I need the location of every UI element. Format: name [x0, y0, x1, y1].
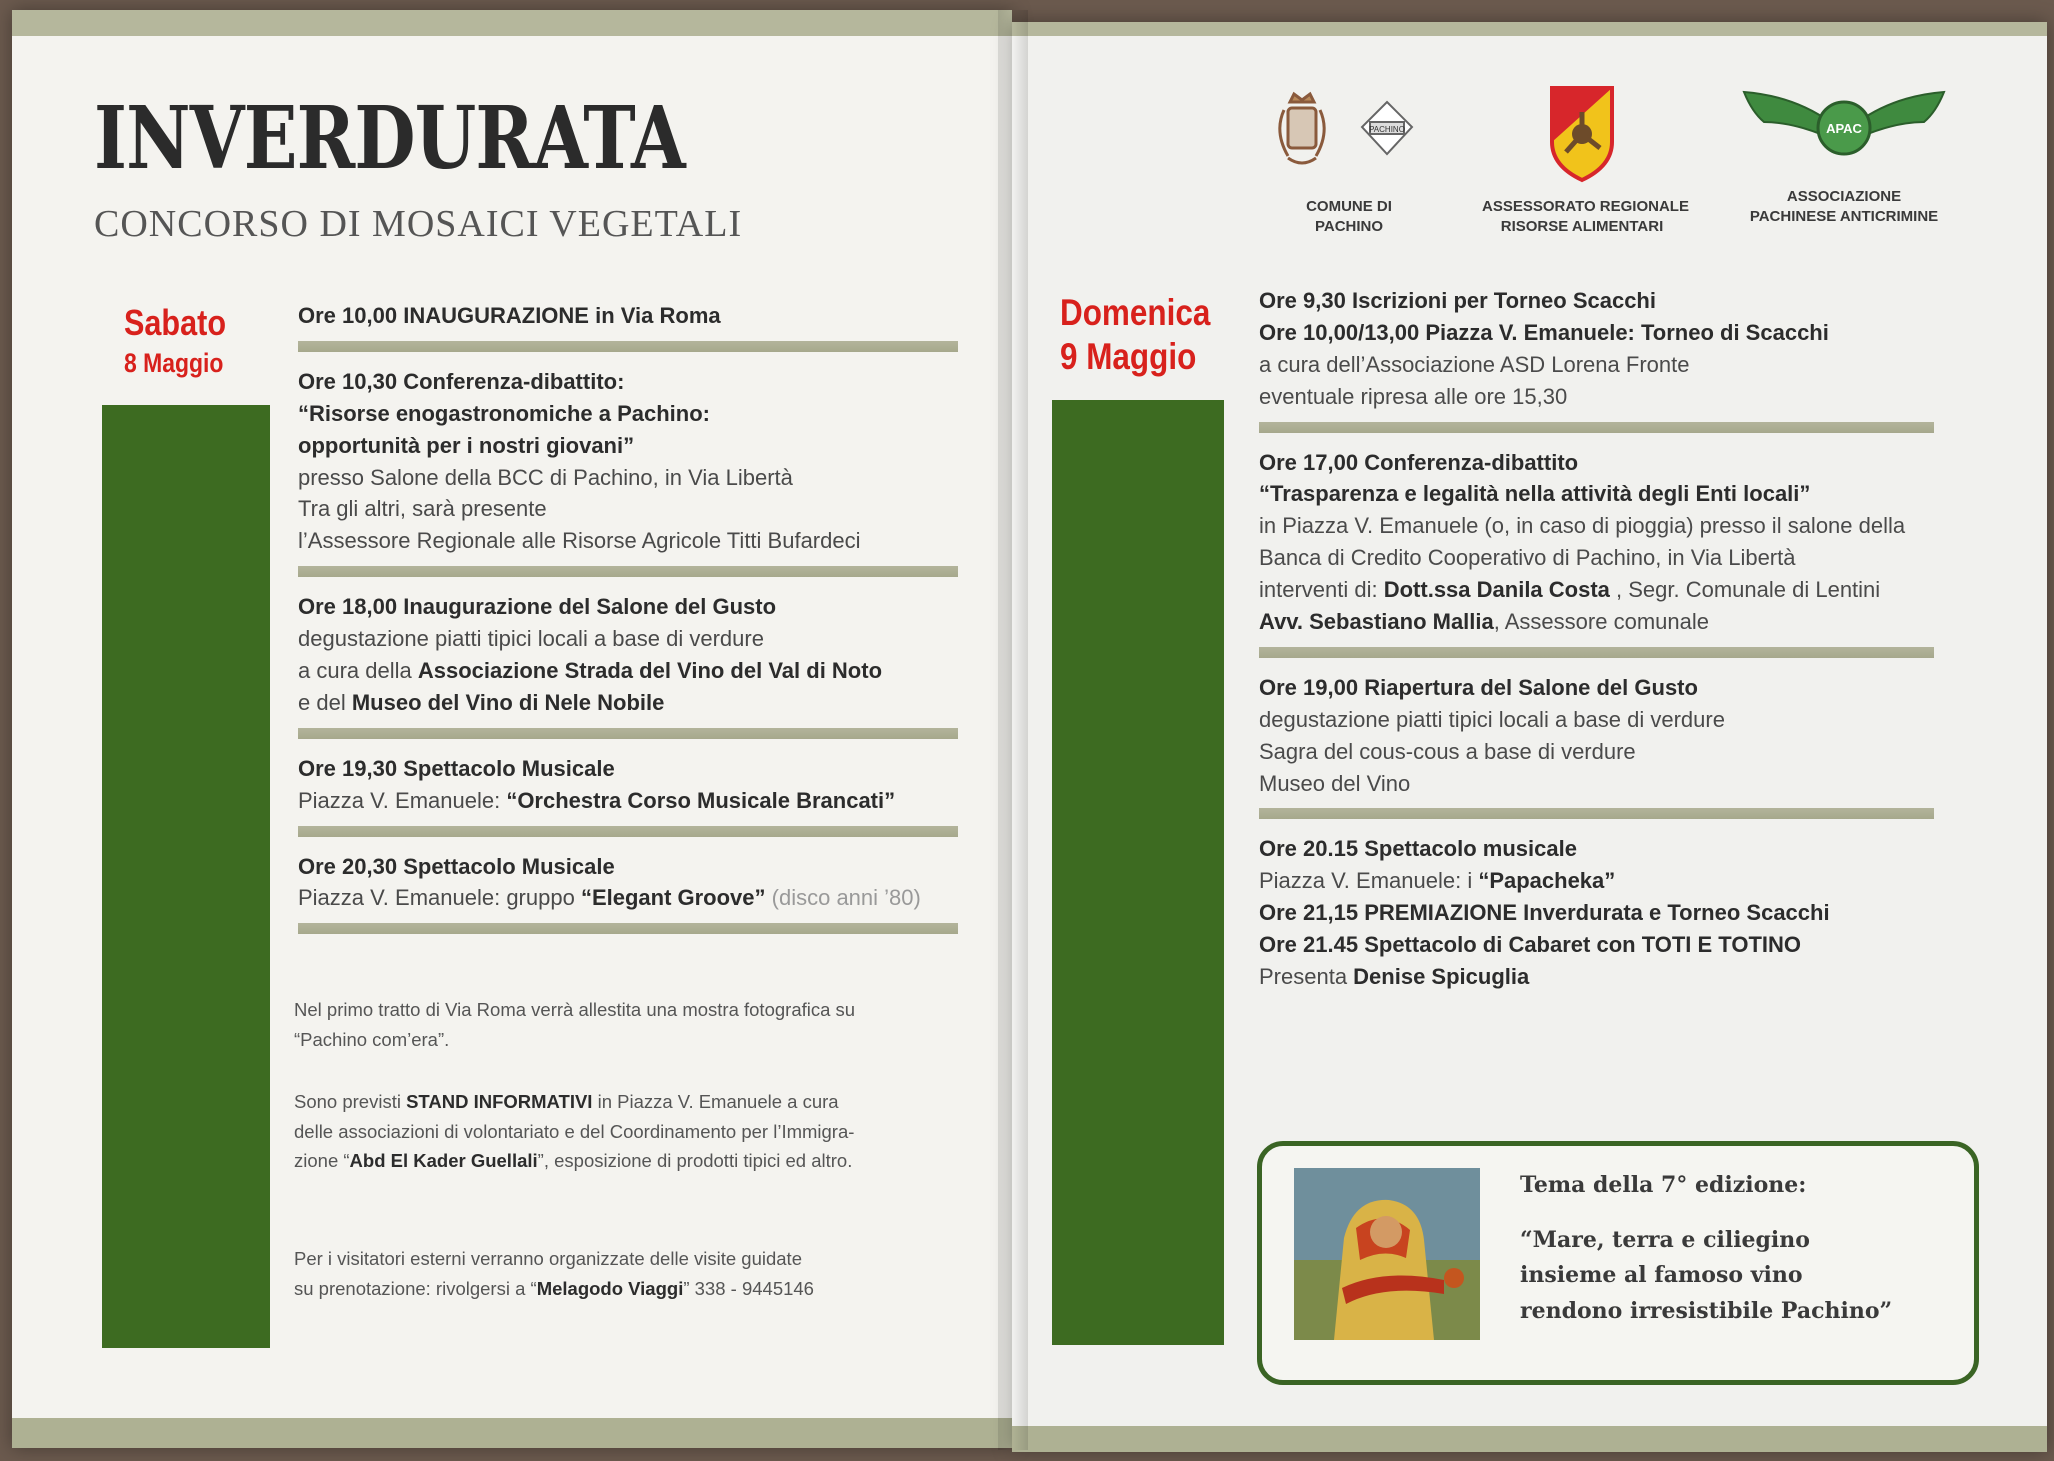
badge-text: APAC	[1826, 121, 1862, 136]
event-item	[298, 753, 958, 837]
logo-caption: RISORSE ALIMENTARI	[1500, 218, 1664, 236]
bottom-band	[1012, 1426, 2047, 1452]
top-band	[12, 10, 1012, 36]
top-band	[1012, 22, 2047, 36]
event-item	[298, 366, 958, 577]
badge-text: PACHINO	[1369, 125, 1405, 134]
mosaic-image	[1294, 1168, 1480, 1340]
event-line: l’Assessore Regionale alle Risorse Agricole Titti Bufardeci	[298, 528, 861, 554]
bottom-band	[12, 1418, 1012, 1448]
logo-assessorato-regionale	[1482, 82, 1689, 238]
event-line: opportunità per i nostri giovani”	[298, 432, 635, 458]
title: INVERDURATA	[94, 88, 685, 189]
day-date: 9 Maggio	[1060, 336, 1197, 377]
coat-of-arms-icon	[1264, 82, 1434, 192]
event-line: degustazione piatti tipici locali a base di verdure	[298, 626, 764, 652]
theme-text	[1520, 1168, 1892, 1329]
event-head: Spettacolo Musicale	[403, 853, 615, 879]
logo-caption: COMUNE DI	[1306, 198, 1392, 215]
event-item: Ore 19,00 Riapertura del Salone del Gusto degustazione piatti tipici locali a base di verdure Sagra del cous-cous a base di verdure Museo del Vino	[1259, 672, 1934, 820]
theme-quote-line: rendono irresistibile Pachino”	[1520, 1297, 1893, 1324]
sunday-events	[1259, 285, 1934, 1027]
event-time: Ore 20,30	[298, 853, 398, 879]
event-line: Piazza V. Emanuele: “Orchestra Corso Musicale Brancati”	[298, 787, 896, 813]
logo-caption: PACHINESE ANTICRIMINE	[1749, 208, 1939, 226]
logo-caption: PACHINO	[1314, 218, 1384, 236]
event-line: presso Salone della BCC di Pachino, in Via Libertà	[298, 464, 793, 490]
left-page	[12, 10, 1012, 1448]
theme-heading: Tema della 7° edizione:	[1520, 1172, 1807, 1198]
event-item	[298, 851, 958, 935]
event-item	[298, 300, 958, 352]
note-stands: Sono previsti STAND INFORMATIVI in Piazza V. Emanuele a cura delle associazioni di volontariato e del Coordinamento per l’Immigra- zione “Abd El Kader Guellali”, esposizione di prodotti tipici ed altro.	[294, 1091, 855, 1172]
note-guided-tours: Per i visitatori esterni verranno organizzate delle visite guidate su prenotazione: rivolgersi a “Melagodo Viaggi” 338 - 9445146	[294, 1248, 814, 1299]
event-item: Ore 9,30 Iscrizioni per Torneo Scacchi Ore 10,00/13,00 Piazza V. Emanuele: Torneo di Scacchi a cura dell’Associazione ASD Lorena Fronte eventuale ripresa alle ore 15,30	[1259, 285, 1934, 433]
event-item	[298, 591, 958, 739]
event-line: Tra gli altri, sarà presente	[298, 496, 547, 522]
event-head: INAUGURAZIONE in Via Roma	[403, 303, 721, 328]
day-label-saturday	[124, 302, 226, 379]
event-time: Ore 10,30	[298, 368, 398, 394]
logo-caption: ASSOCIAZIONE	[1786, 188, 1902, 205]
event-time: Ore 19,30	[298, 755, 398, 781]
theme-quote-line: “Mare, terra e ciliegino	[1520, 1227, 1810, 1254]
event-item: Ore 17,00 Conferenza-dibattito “Trasparenza e legalità nella attività degli Enti locali” in Piazza V. Emanuele (o, in caso di pioggia) presso il salone della Banca di Credito Cooperativo di Pachino, in Via Libertà interventi di: Dott.ssa Danila Costa , Segr. Comunale di Lentini Avv. Sebastiano Mallia, Assessore comunale	[1259, 447, 1934, 658]
saturday-events	[298, 300, 958, 948]
green-bar	[1052, 400, 1224, 1345]
day-name: Sabato	[124, 302, 227, 343]
trinacria-shield-icon	[1482, 82, 1682, 192]
event-head: Spettacolo Musicale	[403, 755, 615, 781]
event-item: Ore 20.15 Spettacolo musicale Piazza V. Emanuele: i “Papacheka” Ore 21,15 PREMIAZIONE Inverdurata e Torneo Scacchi Ore 21.45 Spettacolo di Cabaret con TOTI E TOTINO Presenta Denise Spicuglia	[1259, 836, 1830, 990]
event-line: a cura della Associazione Strada del Vino del Val di Noto	[298, 658, 883, 684]
winged-badge-icon	[1734, 82, 1954, 182]
logo-apac	[1734, 82, 1954, 228]
subtitle: CONCORSO DI MOSAICI VEGETALI	[94, 203, 743, 245]
event-line: Piazza V. Emanuele: gruppo “Elegant Groove” (disco anni ’80)	[298, 885, 921, 911]
logo-comune-pachino	[1264, 82, 1434, 238]
day-name: Domenica	[1060, 292, 1211, 333]
event-head: Conferenza-dibattito:	[403, 368, 625, 394]
logo-caption: ASSESSORATO REGIONALE	[1482, 198, 1689, 215]
day-label-sunday	[1060, 292, 1210, 378]
green-bar	[102, 405, 270, 1348]
event-time: Ore 10,00	[298, 303, 398, 328]
event-line: e del Museo del Vino di Nele Nobile	[298, 689, 665, 715]
right-page	[1012, 22, 2047, 1452]
event-line: “Risorse enogastronomiche a Pachino:	[298, 400, 710, 426]
theme-box	[1257, 1141, 1979, 1385]
note-photo-exhibit: Nel primo tratto di Via Roma verrà allestita una mostra fotografica su “Pachino com’era”.	[294, 999, 856, 1050]
day-date: 8 Maggio	[124, 348, 224, 378]
event-head: Inaugurazione del Salone del Gusto	[403, 594, 777, 620]
event-time: Ore 18,00	[298, 594, 398, 620]
theme-quote-line: insieme al famoso vino	[1520, 1262, 1803, 1289]
